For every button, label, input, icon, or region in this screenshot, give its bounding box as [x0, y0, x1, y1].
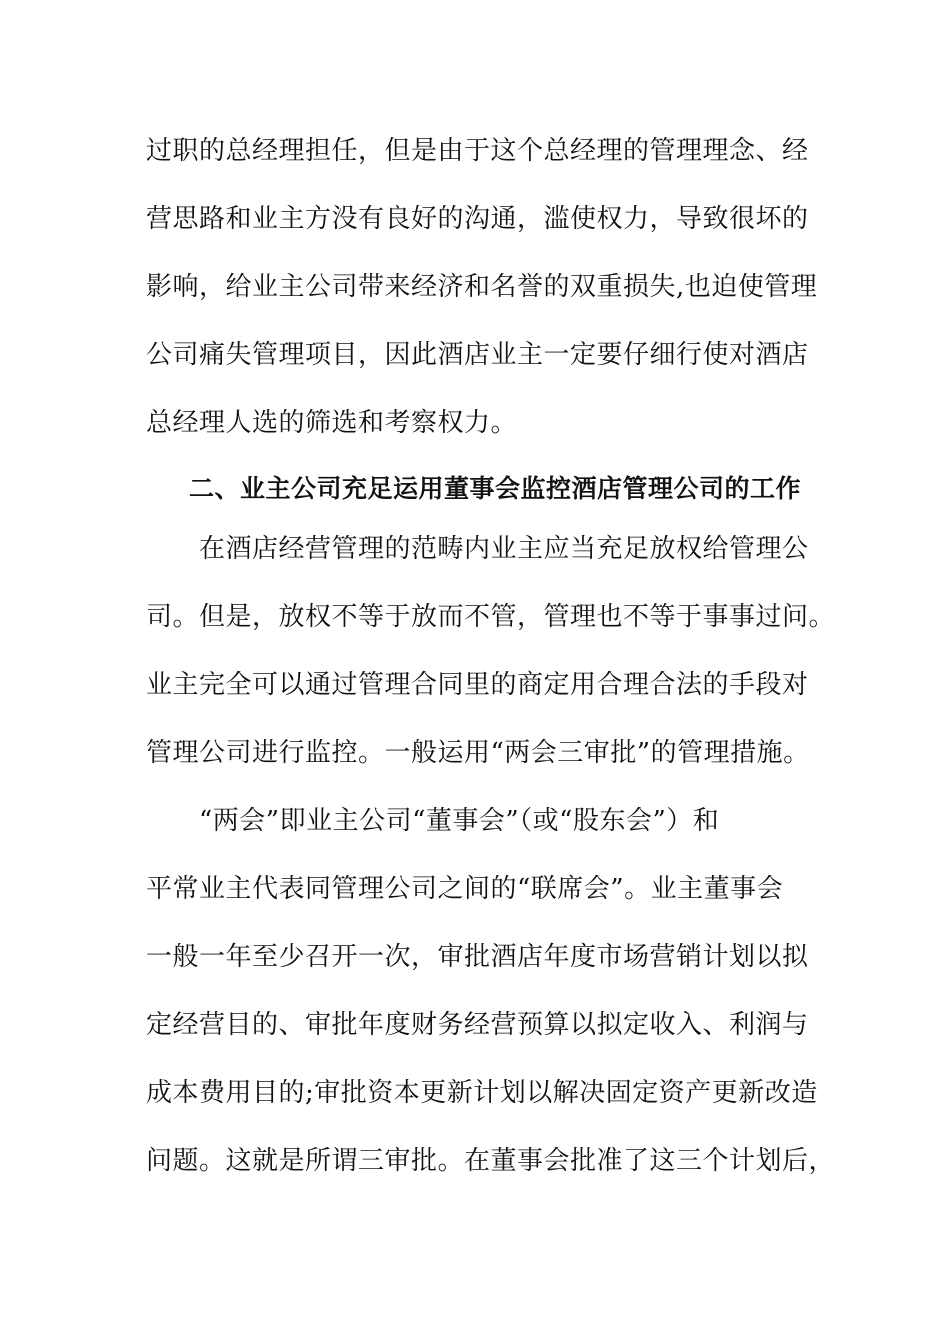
- paragraph-line-1: 过职的总经理担任，但是由于这个总经理的管理理念、经: [146, 136, 809, 166]
- paragraph-line-3: 影响，给业主公司带来经济和名誉的双重损失,也迫使管理: [146, 272, 818, 302]
- paragraph-line-14: 成本费用目的;审批资本更新计划以解决固定资产更新改造: [146, 1078, 818, 1108]
- section-heading: 二、业主公司充足运用董事会监控酒店管理公司的工作: [189, 474, 802, 503]
- paragraph-line-6: 在酒店经营管理的范畴内业主应当充足放权给管理公: [199, 534, 809, 564]
- paragraph-line-15: 问题。这就是所谓三审批。在董事会批准了这三个计划后，: [146, 1146, 836, 1176]
- paragraph-line-7: 司。但是，放权不等于放而不管，管理也不等于事事过问。: [146, 602, 836, 632]
- paragraph-line-13: 定经营目的、审批年度财务经营预算以拟定收入、利润与: [146, 1010, 809, 1040]
- paragraph-line-8: 业主完全可以通过管理合同里的商定用合理合法的手段对: [146, 670, 809, 700]
- paragraph-line-10: “两会”即业主公司“董事会”（或“股东会”）和: [199, 806, 720, 836]
- paragraph-line-9: 管理公司进行监控。一般运用“两会三审批”的管理措施。: [146, 738, 810, 768]
- paragraph-line-12: 一般一年至少召开一次，审批酒店年度市场营销计划以拟: [146, 942, 809, 972]
- paragraph-line-5: 总经理人选的筛选和考察权力。: [146, 408, 518, 438]
- paragraph-line-2: 营思路和业主方没有良好的沟通，滥使权力，导致很坏的: [146, 204, 809, 234]
- paragraph-line-4: 公司痛失管理项目，因此酒店业主一定要仔细行使对酒店: [146, 340, 809, 370]
- paragraph-line-11: 平常业主代表同管理公司之间的“联席会”。业主董事会: [146, 874, 784, 904]
